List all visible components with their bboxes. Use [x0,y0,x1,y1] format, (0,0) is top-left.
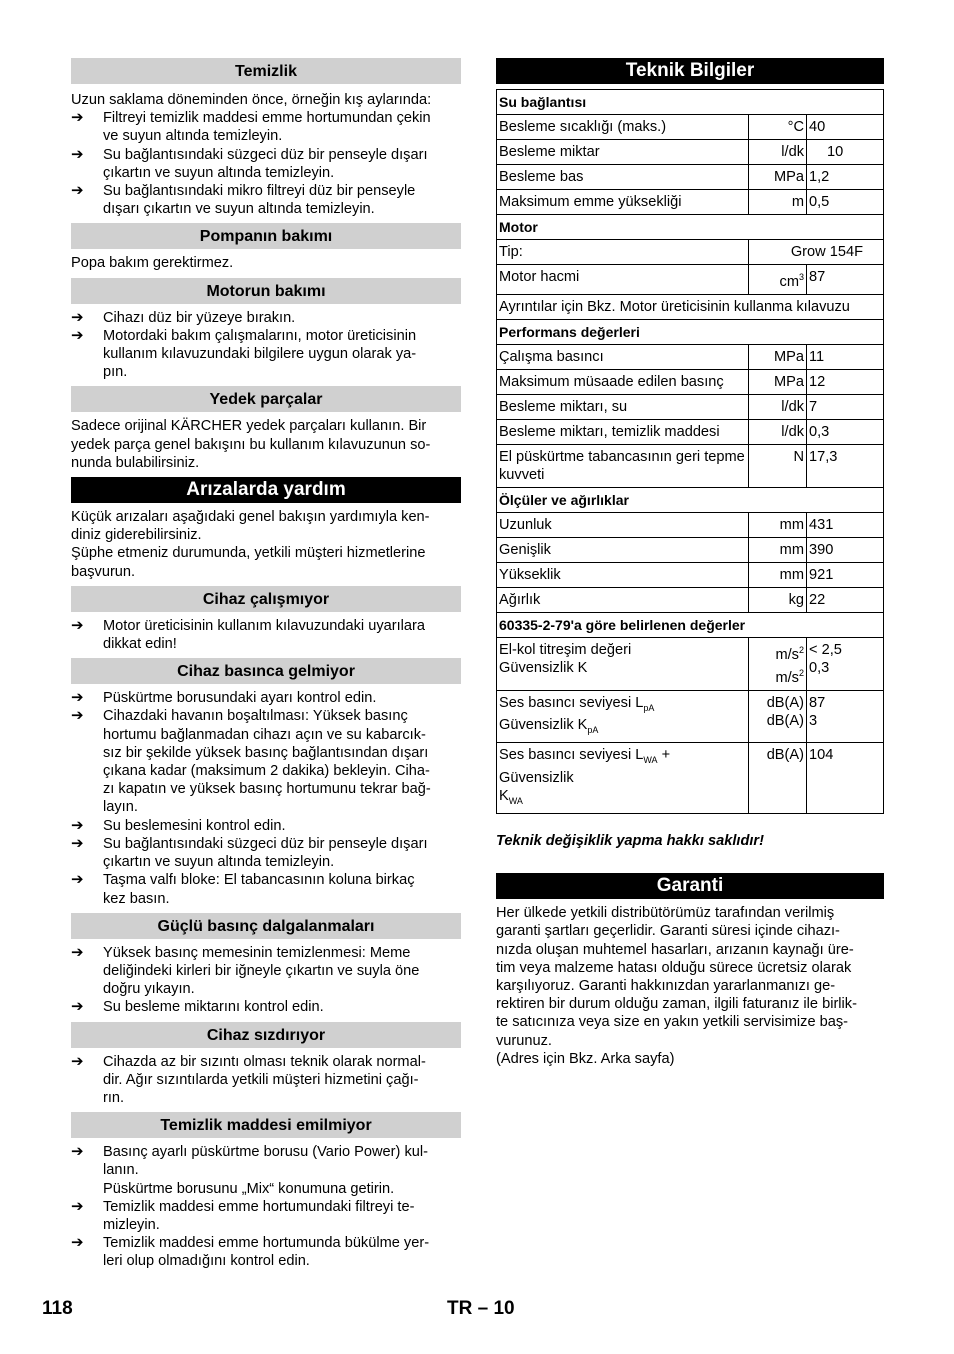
heading-motor: Motorun bakımı [71,278,461,304]
table-row: Uzunluk mm 431 [497,512,884,537]
list-item: ➔ Cihazda az bir sızıntı olması teknik olarak normal- dir. Ağır sızıntılarda yetkili müşteri hizmetini çağı- rın. [71,1052,426,1106]
list-item: ➔ Su besleme miktarını kontrol edin. [71,998,324,1016]
list-item: ➔ Cihazı düz bir yüzeye bırakın. [71,308,296,326]
arrow-right-icon: ➔ [71,1052,84,1070]
temizlik-intro: Uzun saklama döneminden önce, örneğin kış aylarında: [71,92,432,108]
table-row: Motor hacmi $cm^3$ 87 [497,265,884,295]
table-row: Maksimum emme yüksekliği m 0,5 [497,190,884,215]
table-row: Yükseklik mm 921 [497,562,884,587]
list-item: ➔ Temizlik maddesi emme hortumunda bükülme yer- leri olup olmadığını kontrol edin. [71,1234,430,1270]
arrow-right-icon: ➔ [71,689,84,707]
table-row: Çalışma basıncı MPa 11 [497,344,884,369]
table-row: Motor [497,215,884,240]
list-item: ➔ Motordaki bakım çalışmalarını, motor üreticisinin kullanım kılavuzundaki bilgilere uygun olarak ya- pın. [71,326,417,381]
heading-basinc: Cihaz basınca gelmiyor [71,658,461,684]
table-row: Besleme sıcaklığı (maks.) °C 40 [497,115,884,140]
yedek-text: Sadece orijinal KÄRCHER yedek parçaları kullanın. Bir yedek parça genel bakışını bu kullanım kılavuzunun so- nunda bulabilirsiniz. [71,418,431,471]
arrow-right-icon: ➔ [71,616,84,634]
heading-calismiyor: Cihaz çalışmıyor [71,586,461,612]
list-item: ➔ Yüksek basınç memesinin temizlenmesi: Meme deliğindeki kirleri bir iğneyle çıkartın ve suyla öne doğru yıkayın. [71,943,420,998]
list-item: ➔ Basınç ayarlı püskürtme borusu (Vario Power) kul- lanın. Püskürtme borusunu „Mix“ konumuna getirin. [71,1143,428,1197]
arrow-right-icon: ➔ [71,182,84,200]
arrow-right-icon: ➔ [71,871,84,889]
technical-change-note: Teknik değişiklik yapma hakkı saklıdır! [496,833,764,850]
table-row: Su bağlantısı [497,90,884,115]
heading-teknik: Teknik Bilgiler [496,58,884,84]
arrow-right-icon: ➔ [71,998,84,1016]
arrow-right-icon: ➔ [71,707,84,725]
table-row: Ölçüler ve ağırlıklar [497,487,884,512]
arrow-right-icon: ➔ [71,1143,84,1161]
list-item: ➔ Püskürtme borusundaki ayarı kontrol edin. [71,689,377,707]
heading-yedek: Yedek parçalar [71,386,461,412]
language-page-label: TR – 10 [447,1298,515,1319]
list-item: ➔ Su bağlantısındaki mikro filtreyi düz bir penseyle dışarı çıkartın ve suyun altında temizleyin. [71,182,416,218]
list-item: ➔ Taşma valfı bloke: El tabancasının koluna birkaç kez basın. [71,871,415,907]
arrow-right-icon: ➔ [71,1234,84,1252]
heading-dalga: Güçlü basınç dalgalanmaları [71,913,461,939]
arrow-right-icon: ➔ [71,1197,84,1215]
table-row: Ses basıncı seviyesi $L_{pA}$ Güvensizlik $K_{pA}$ dB(A) dB(A) 87 3 [497,690,884,743]
arrow-right-icon: ➔ [71,145,84,163]
table-row: Tip: Grow 154F [497,240,884,265]
table-row: Ayrıntılar için Bkz. Motor üreticisinin kullanma kılavuzu [497,294,884,319]
table-row: Besleme bas MPa 1,2 [497,165,884,190]
table-row: Besleme miktarı, su l/dk 7 [497,394,884,419]
list-item: ➔ Motor üreticisinin kullanım kılavuzundaki uyarılara dikkat edin! [71,616,426,653]
table-row: Besleme miktarı, temizlik maddesi l/dk 0,3 [497,419,884,444]
tech-table [496,89,884,814]
table-row: Performans değerleri [497,319,884,344]
table-row: El-kol titreşim değeri Güvensizlik K $m/s^2$ $m/s^2$ < 2,5 0,3 [497,637,884,690]
heading-pompa: Pompanın bakımı [71,223,461,249]
list-item: ➔ Su beslemesini kontrol edin. [71,816,286,834]
table-row: 60335-2-79'a göre belirlenen değerler [497,612,884,637]
table-row: Besleme miktar l/dk 10 [497,140,884,165]
heading-garanti: Garanti [496,873,884,899]
arrow-right-icon: ➔ [71,308,84,326]
table-row: Genişlik mm 390 [497,537,884,562]
table-row: Maksimum müsaade edilen basınç MPa 12 [497,369,884,394]
list-item: ➔ Su bağlantısındaki süzgeci düz bir penseyle dışarı çıkartın ve suyun altında temizleyin. [71,834,428,871]
pompa-text: Popa bakım gerektirmez. [71,255,234,272]
arrow-right-icon: ➔ [71,943,84,961]
heading-emilmiyor: Temizlik maddesi emilmiyor [71,1112,461,1138]
heading-ariza: Arızalarda yardım [71,477,461,503]
heading-sizdir: Cihaz sızdırıyor [71,1022,461,1048]
list-item: ➔ Su bağlantısındaki süzgeci düz bir penseyle dışarı çıkartın ve suyun altında temizleyin. [71,145,428,181]
arrow-right-icon: ➔ [71,109,84,127]
table-row: Ses basıncı seviyesi $L_{WA}$ + Güvensizlik $K_{WA}$ dB(A) 104 [497,743,884,814]
garanti-text: Her ülkede yetkili distribütörümüz tarafından verilmiş garanti şartları geçerlidir. Garanti süresi içinde cihazı- nızda oluşan muhtemel hasarları, arızanın kaynağı üre- tim veya malzeme hatası olduğu sürece ücretsiz olarak karşılıyoruz. Garanti hakkınızdan yararlanmanızı ge- rektiren bir durum olduğu zaman, ilgili faturanız ile birlik- te satıcınıza veya size en yakın yetkili servisimize baş- vurunuz. (Adres için Bkz. Arka sayfa) [496,905,857,1067]
arrow-right-icon: ➔ [71,326,84,344]
list-item: ➔ Filtreyi temizlik maddesi emme hortumundan çekin ve suyun altında temizleyin. [71,109,431,145]
list-item: ➔ Cihazdaki havanın boşaltılması: Yüksek basınç hortumu bağlanmadan cihazı açın ve su kabarcık- sız bir şekilde yüksek basınç bağlantısından dışarı çıkana kadar (maksimum 2 dakika) bekleyin. Ciha- zı kapatın ve yüksek basınç hortumunu tekrar bağ- layın. [71,707,431,816]
right-column [496,58,884,1068]
page-number: 118 [42,1298,73,1319]
list-item: ➔ Temizlik maddesi emme hortumundaki filtreyi te- mizleyin. [71,1197,415,1233]
table-row: El püskürtme tabancasının geri tepme kuvveti N 17,3 [497,444,884,487]
left-column [71,58,461,1271]
heading-temizlik: Temizlik [71,58,461,84]
ariza-text: Küçük arızaları aşağıdaki genel bakışın yardımıyla ken- diniz giderebilirsiniz. Şüphe etmeniz durumunda, yetkili müşteri hizmetlerine başvurun. [71,509,430,580]
arrow-right-icon: ➔ [71,834,84,852]
arrow-right-icon: ➔ [71,816,84,834]
table-row: Ağırlık kg 22 [497,587,884,612]
